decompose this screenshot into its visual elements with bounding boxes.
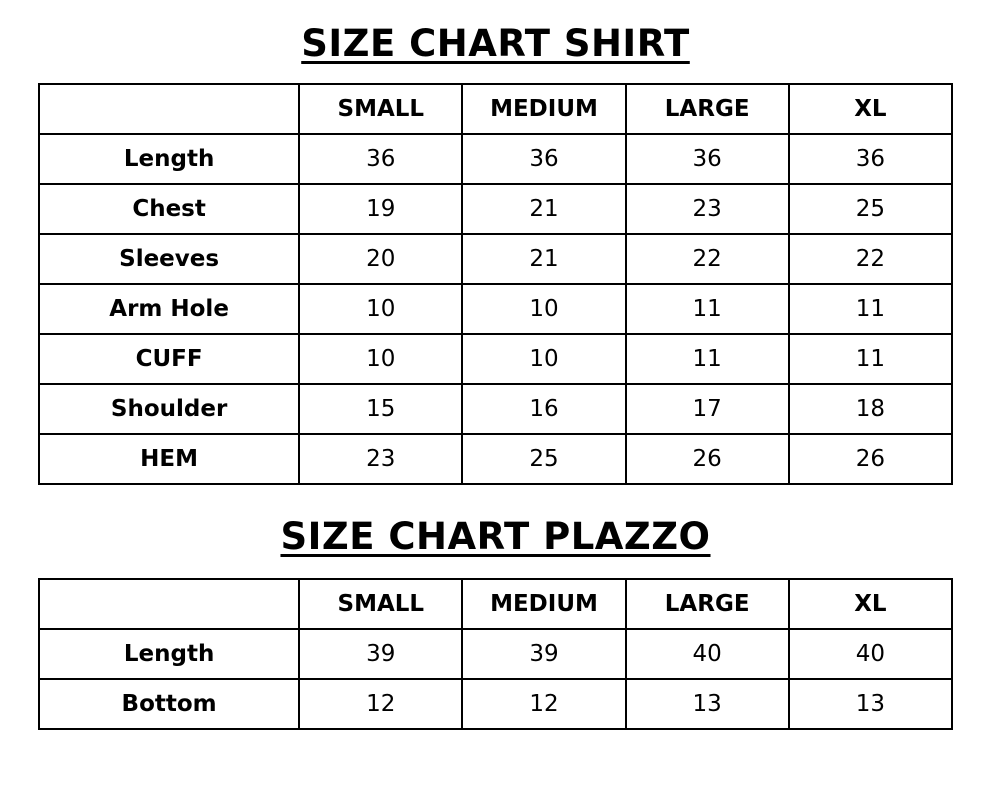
page-title-shirt: SIZE CHART SHIRT [301,22,690,65]
table-cell: 23 [299,434,462,484]
table-cell: 10 [299,334,462,384]
row-label: Chest [39,184,299,234]
table-cell: 39 [462,629,625,679]
table-cell: 18 [789,384,952,434]
table-cell: 25 [462,434,625,484]
column-header-small: SMALL [299,84,462,134]
size-chart-plazzo-section [0,515,991,730]
column-header-large: LARGE [626,84,789,134]
table-row [39,629,952,679]
row-label: Length [39,629,299,679]
table-row [39,234,952,284]
table-body-plazzo [39,629,952,729]
table-row [39,134,952,184]
table-cell: 40 [626,629,789,679]
row-label: Arm Hole [39,284,299,334]
table-corner-cell [39,84,299,134]
table-cell: 21 [462,184,625,234]
size-chart-document [0,22,991,801]
table-cell: 26 [626,434,789,484]
table-row [39,679,952,729]
table-cell: 20 [299,234,462,284]
table-cell: 10 [462,334,625,384]
table-cell: 23 [626,184,789,234]
table-row [39,434,952,484]
table-cell: 26 [789,434,952,484]
table-cell: 36 [626,134,789,184]
size-table-plazzo [38,578,953,730]
table-header-plazzo [39,579,952,629]
plazzo-table-wrap [0,578,991,730]
column-header-small: SMALL [299,579,462,629]
column-header-xl: XL [789,84,952,134]
table-row [39,334,952,384]
table-cell: 12 [299,679,462,729]
size-chart-shirt-section [0,22,991,485]
table-cell: 16 [462,384,625,434]
table-cell: 21 [462,234,625,284]
table-cell: 39 [299,629,462,679]
table-cell: 22 [789,234,952,284]
table-cell: 19 [299,184,462,234]
table-cell: 11 [626,334,789,384]
table-cell: 11 [789,334,952,384]
table-cell: 25 [789,184,952,234]
table-row [39,184,952,234]
table-cell: 22 [626,234,789,284]
table-cell: 40 [789,629,952,679]
table-header-row [39,579,952,629]
table-cell: 15 [299,384,462,434]
table-cell: 17 [626,384,789,434]
shirt-table-wrap [0,83,991,485]
size-table-shirt [38,83,953,485]
table-header-row [39,84,952,134]
column-header-xl: XL [789,579,952,629]
table-cell: 10 [462,284,625,334]
row-label: CUFF [39,334,299,384]
row-label: Sleeves [39,234,299,284]
table-cell: 11 [789,284,952,334]
table-cell: 10 [299,284,462,334]
table-row [39,384,952,434]
column-header-large: LARGE [626,579,789,629]
table-header-shirt [39,84,952,134]
table-body-shirt [39,134,952,484]
table-cell: 13 [789,679,952,729]
table-cell: 12 [462,679,625,729]
table-cell: 36 [789,134,952,184]
row-label: Bottom [39,679,299,729]
table-cell: 13 [626,679,789,729]
row-label: Length [39,134,299,184]
table-cell: 36 [462,134,625,184]
column-header-medium: MEDIUM [462,84,625,134]
table-corner-cell [39,579,299,629]
page-title-plazzo: SIZE CHART PLAZZO [280,515,711,558]
column-header-medium: MEDIUM [462,579,625,629]
row-label: Shoulder [39,384,299,434]
row-label: HEM [39,434,299,484]
table-cell: 36 [299,134,462,184]
table-row [39,284,952,334]
table-cell: 11 [626,284,789,334]
